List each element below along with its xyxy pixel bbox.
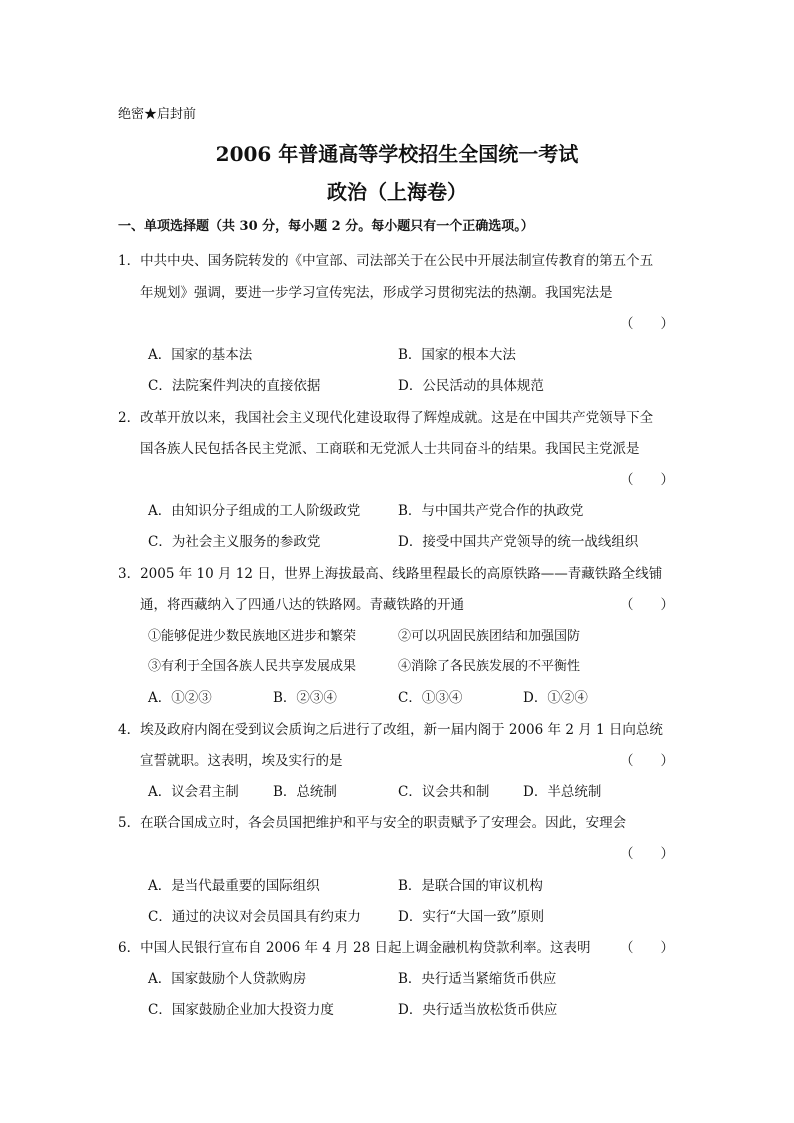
q1-stem-line1: 1．中共中央、国务院转发的《中宣部、司法部关于在公民中开展法制宣传教育的第五个五 xyxy=(118,253,654,269)
q6-option-d: D．央行适当放松货币供应 xyxy=(398,1002,558,1018)
q2-stem-line2: 国各族人民包括各民主党派、工商联和无党派人士共同奋斗的结果。我国民主党派是 xyxy=(140,441,640,457)
q3-stem-line1: 3．2005 年 10 月 12 日，世界上海拔最高、线路里程最长的高原铁路——青藏铁路全线铺 xyxy=(118,566,663,582)
q6-stem-line1: 6．中国人民银行宣布自 2006 年 4 月 28 日起上调金融机构贷款利率。这表明 xyxy=(118,940,591,956)
q2-option-c: C．为社会主义服务的参政党 xyxy=(148,534,321,550)
q3-option-c: C．①③④ xyxy=(398,690,463,706)
section-heading: 一、单项选择题（共 30 分，每小题 2 分。每小题只有一个正确选项。） xyxy=(118,219,534,234)
q4-option-a: A．议会君主制 xyxy=(148,784,239,800)
q4-answer-blank: （ ） xyxy=(620,753,674,769)
q1-answer-blank: （ ） xyxy=(620,316,674,332)
q6-answer-blank: （ ） xyxy=(620,940,674,956)
q3-statement-4: ④消除了各民族发展的不平衡性 xyxy=(398,659,581,674)
q1-option-a: A．国家的基本法 xyxy=(148,347,253,363)
q5-answer-blank: （ ） xyxy=(620,846,674,862)
q2-option-b: B．与中国共产党合作的执政党 xyxy=(398,503,584,519)
q3-statement-2: ②可以巩固民族团结和加强国防 xyxy=(398,629,581,644)
exam-subtitle: 政治（上海卷） xyxy=(327,180,467,204)
q1-option-c: C．法院案件判决的直接依据 xyxy=(148,378,321,394)
q5-option-a: A．是当代最重要的国际组织 xyxy=(148,878,320,894)
q3-stem-line2: 通，将西藏纳入了四通八达的铁路网。青藏铁路的开通 xyxy=(140,597,464,613)
q4-option-c: C．议会共和制 xyxy=(398,784,490,800)
q1-option-d: D．公民活动的具体规范 xyxy=(398,378,544,394)
exam-title: 2006 年普通高等学校招生全国统一考试 xyxy=(215,142,579,166)
q6-option-b: B．央行适当紧缩货币供应 xyxy=(398,971,557,987)
q6-option-c: C．国家鼓励企业加大投资力度 xyxy=(148,1002,334,1018)
q2-option-a: A．由知识分子组成的工人阶级政党 xyxy=(148,503,361,519)
q1-option-b: B．国家的根本大法 xyxy=(398,347,516,363)
q4-stem-line2: 宣誓就职。这表明，埃及实行的是 xyxy=(140,753,343,769)
q2-stem-line1: 2．改革开放以来，我国社会主义现代化建设取得了辉煌成就。这是在中国共产党领导下全 xyxy=(118,410,654,426)
q4-option-d: D．半总统制 xyxy=(523,784,602,800)
q5-option-c: C．通过的决议对会员国具有约束力 xyxy=(148,909,361,925)
q3-answer-blank: （ ） xyxy=(620,597,674,613)
confidential-mark: 绝密★启封前 xyxy=(118,107,197,122)
q5-stem-line1: 5．在联合国成立时，各会员国把维护和平与安全的职责赋予了安理会。因此，安理会 xyxy=(118,815,627,831)
q4-stem-line1: 4．埃及政府内阁在受到议会质询之后进行了改组，新一届内阁于 2006 年 2 月 1 日向总统 xyxy=(118,722,663,738)
q2-answer-blank: （ ） xyxy=(620,472,674,488)
q1-stem-line2: 年规划》强调，要进一步学习宣传宪法，形成学习贯彻宪法的热潮。我国宪法是 xyxy=(140,285,613,301)
q3-statement-1: ①能够促进少数民族地区进步和繁荣 xyxy=(148,629,357,644)
q6-option-a: A．国家鼓励个人贷款购房 xyxy=(148,971,307,987)
q3-statement-3: ③有利于全国各族人民共享发展成果 xyxy=(148,659,357,674)
q4-option-b: B．总统制 xyxy=(273,784,337,800)
q3-option-a: A．①②③ xyxy=(148,690,212,706)
q3-option-b: B．②③④ xyxy=(273,690,337,706)
q2-option-d: D．接受中国共产党领导的统一战线组织 xyxy=(398,534,639,550)
q5-option-b: B．是联合国的审议机构 xyxy=(398,878,543,894)
q3-option-d: D．①②④ xyxy=(523,690,588,706)
q5-option-d: D．实行“大国一致”原则 xyxy=(398,909,545,925)
